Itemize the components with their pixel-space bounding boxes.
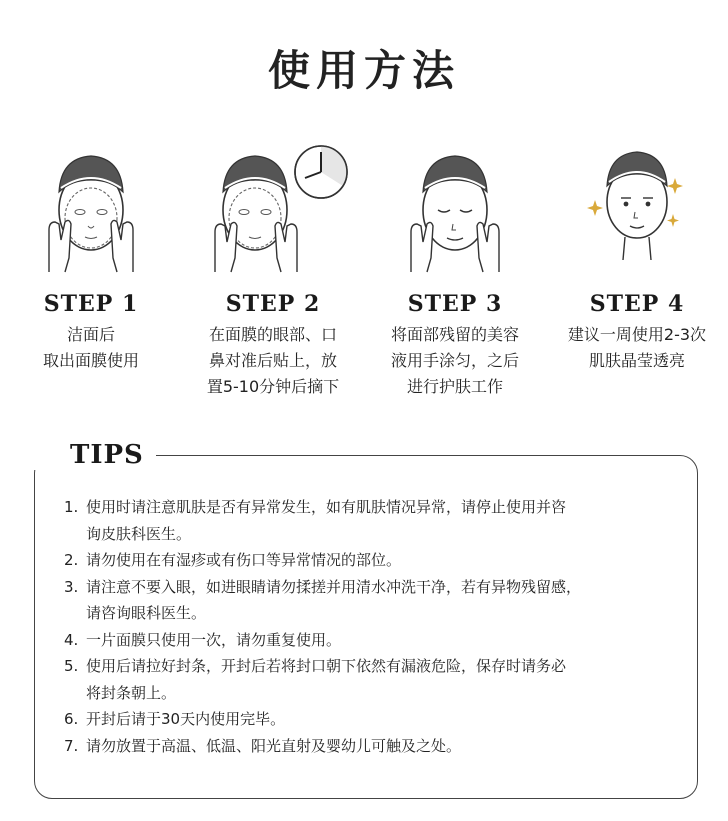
step-2 [182, 140, 364, 400]
step-1 [0, 140, 182, 374]
face-sparkle-icon [577, 140, 697, 280]
step-4 [546, 140, 728, 374]
tips-list [64, 494, 684, 759]
tip-item: 7. 请勿放置于高温、低温、阳光直射及婴幼儿可触及之处。 [64, 736, 462, 755]
step-description: 洁面后 取出面膜使用 [42, 325, 139, 370]
tip-item: 2. 请勿使用在有湿疹或有伤口等异常情况的部位。 [64, 551, 402, 569]
step-3 [364, 140, 546, 400]
tip-item: 4. 一片面膜只使用一次，请勿重复使用。 [64, 630, 342, 649]
step-label: STEP 3 [407, 291, 503, 317]
face-mask-clock-icon [193, 140, 353, 280]
page-title: 使用方法 [267, 46, 460, 95]
step-description: 将面部残留的美容 液用手涂匀，之后 进行护肤工作 [390, 325, 519, 396]
face-mask-icon [31, 140, 151, 280]
face-massage-icon [395, 140, 515, 280]
steps-section [0, 140, 728, 410]
tip-item: 6. 开封后请于30天内使用完毕。 [64, 710, 286, 728]
step-description: 在面膜的眼部、口 鼻对准后贴上，放 置5-10分钟后摘下 [206, 325, 340, 396]
tip-item: 1. 使用时请注意肌肤是否有异常发生，如有肌肤情况异常，请停止使用并咨 询皮肤科医生。 [64, 498, 567, 543]
tip-item: 3. 请注意不要入眼，如进眼睛请勿揉搓并用清水冲洗干净，若有异物残留感， 请咨询眼科医生。 [64, 577, 582, 622]
tips-title: TIPS [58, 437, 156, 473]
step-label: STEP 4 [589, 291, 685, 317]
step-label: STEP 1 [43, 291, 139, 317]
tip-item: 5. 使用后请拉好封条，开封后若将封口朝下依然有漏液危险，保存时请务必 将封条朝上。 [64, 657, 567, 702]
step-label: STEP 2 [225, 291, 321, 317]
step-description: 建议一周使用2-3次 肌肤晶莹透亮 [567, 325, 707, 370]
